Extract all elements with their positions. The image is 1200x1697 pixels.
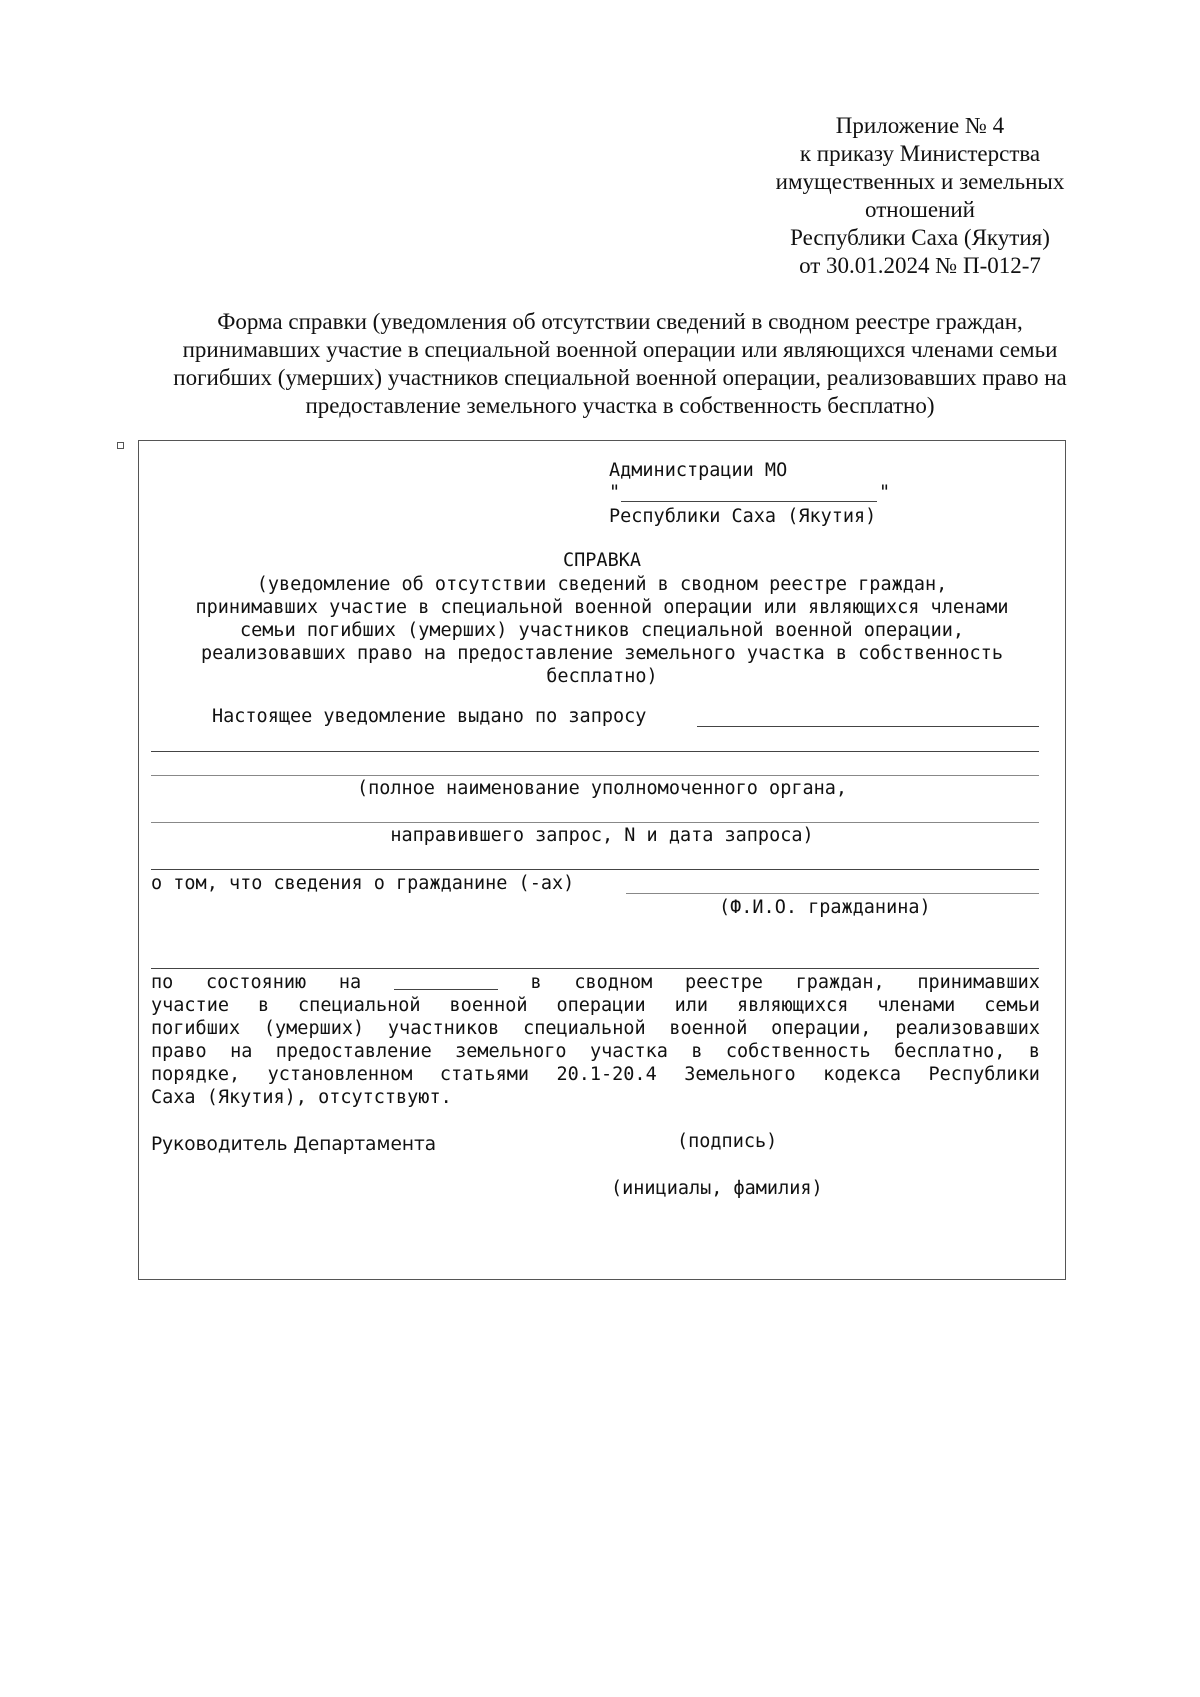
body-word: состоянию: [205, 972, 307, 993]
body-word: принимавших: [917, 972, 1040, 993]
body-word: реестре: [684, 972, 763, 993]
addressee-quote-close: ": [879, 482, 891, 503]
body-word: погибших: [151, 1018, 241, 1039]
certificate-form-box: [138, 440, 1066, 1280]
body-first-line: [151, 971, 1040, 994]
body-word: Земельного: [684, 1064, 796, 1085]
appendix-block: [740, 112, 1100, 280]
body-word: статьями: [439, 1064, 529, 1085]
body-word: или: [674, 995, 708, 1016]
body-word: предоставление: [275, 1041, 432, 1062]
body-word: военной: [449, 995, 528, 1016]
organ-name-line-2[interactable]: [151, 822, 1039, 823]
citizen-text: о том, что сведения о гражданине (-ах): [151, 873, 575, 894]
subheading-line: реализовавших право на предоставление земельного участка в собственность: [201, 643, 1003, 664]
addressee-quote-open: ": [609, 482, 621, 503]
subheading-line: принимавших участие в специальной военной операции или являющихся членами: [195, 597, 1009, 618]
citizen-caption: (Ф.И.О. гражданина): [719, 897, 931, 918]
body-word: участка: [589, 1041, 668, 1062]
body-word: семьи: [984, 995, 1040, 1016]
body-word: 20.1-20.4: [556, 1064, 657, 1085]
subheading-line: (уведомление об отсутствии сведений в сводном реестре граждан,: [256, 574, 948, 595]
body-word: в: [257, 995, 270, 1016]
request-caption: направившего запрос, N и дата запроса): [390, 825, 814, 846]
body-word: кодекса: [823, 1064, 902, 1085]
body-word: право: [151, 1041, 207, 1062]
body-word: в: [1028, 1041, 1040, 1062]
appendix-line: Республики Саха (Якутия): [790, 225, 1050, 250]
body-word: военной: [669, 1018, 748, 1039]
addressee-line-3: Республики Саха (Якутия): [609, 506, 877, 527]
form-title-line: Форма справки (уведомления об отсутствии сведений в сводном реестре граждан,: [217, 309, 1023, 334]
body-word: на: [338, 972, 362, 993]
date-blank[interactable]: [394, 971, 498, 990]
body-word: являющихся: [736, 995, 849, 1016]
request-text: Настоящее уведомление выдано по запросу: [212, 706, 647, 727]
appendix-line: к приказу Министерства: [799, 141, 1041, 166]
form-title: [140, 308, 1100, 420]
body-word: реализовавших: [895, 1018, 1040, 1039]
certificate-heading: СПРАВКА: [563, 550, 641, 571]
body-word: сводном: [574, 972, 653, 993]
organ-name-line[interactable]: [151, 775, 1039, 776]
body-word: в: [530, 972, 542, 993]
body-word: специальной: [298, 995, 421, 1016]
request-details-line[interactable]: [151, 869, 1039, 870]
body-word: членами: [877, 995, 956, 1016]
request-organ-line[interactable]: [697, 726, 1039, 727]
body-last-line: Саха (Якутия), отсутствуют.: [151, 1087, 452, 1108]
body-word: по: [151, 972, 174, 993]
addressee-line-1: Администрации МО: [609, 460, 788, 481]
body-word: бесплатно,: [894, 1041, 1006, 1062]
certificate-subheading: [139, 573, 1065, 688]
citizen-name-line[interactable]: [626, 893, 1039, 894]
body-word: (умерших): [263, 1018, 365, 1039]
subheading-line: бесплатно): [546, 666, 658, 687]
form-title-line: принимавших участие в специальной военной операции или являющихся членами семьи: [182, 337, 1058, 362]
citizen-extra-line[interactable]: [151, 968, 1039, 969]
body-word: операции: [556, 995, 646, 1016]
municipality-name-line[interactable]: [621, 501, 877, 502]
appendix-line: отношений: [865, 197, 975, 222]
organ-caption: (полное наименование уполномоченного органа,: [356, 778, 848, 799]
body-word: собственность: [725, 1041, 871, 1062]
anchor-marker: [117, 442, 124, 449]
subheading-line: семьи погибших (умерших) участников специальной военной операции,: [240, 620, 964, 641]
body-word: участников: [387, 1018, 500, 1039]
body-line: [151, 994, 1040, 1017]
signature-caption: (подпись): [677, 1131, 778, 1152]
body-word: порядке,: [151, 1064, 241, 1085]
body-line: [151, 1017, 1040, 1040]
form-title-line: погибших (умерших) участников специальной военной операции, реализовавших право на: [173, 365, 1067, 390]
body-word: Республики: [928, 1064, 1040, 1085]
appendix-line: Приложение № 4: [835, 113, 1005, 138]
form-title-line: предоставление земельного участка в собственность бесплатно): [305, 393, 935, 418]
body-word: в: [691, 1041, 703, 1062]
appendix-line: имущественных и земельных: [775, 169, 1065, 194]
appendix-line: от 30.01.2024 № П-012-7: [799, 253, 1041, 278]
body-word: на: [230, 1041, 253, 1062]
body-word: граждан,: [795, 972, 885, 993]
body-word: земельного: [455, 1041, 567, 1062]
body-line: [151, 1063, 1040, 1086]
body-line: [151, 1040, 1040, 1063]
body-word: специальной: [523, 1018, 646, 1039]
request-blank-line[interactable]: [151, 751, 1039, 752]
body-word: установленном: [267, 1064, 413, 1085]
name-caption: (инициалы, фамилия): [611, 1178, 823, 1199]
signer-label: Руководитель Департамента: [151, 1134, 437, 1155]
body-word: участие: [151, 995, 229, 1016]
body-word: операции,: [771, 1018, 872, 1039]
